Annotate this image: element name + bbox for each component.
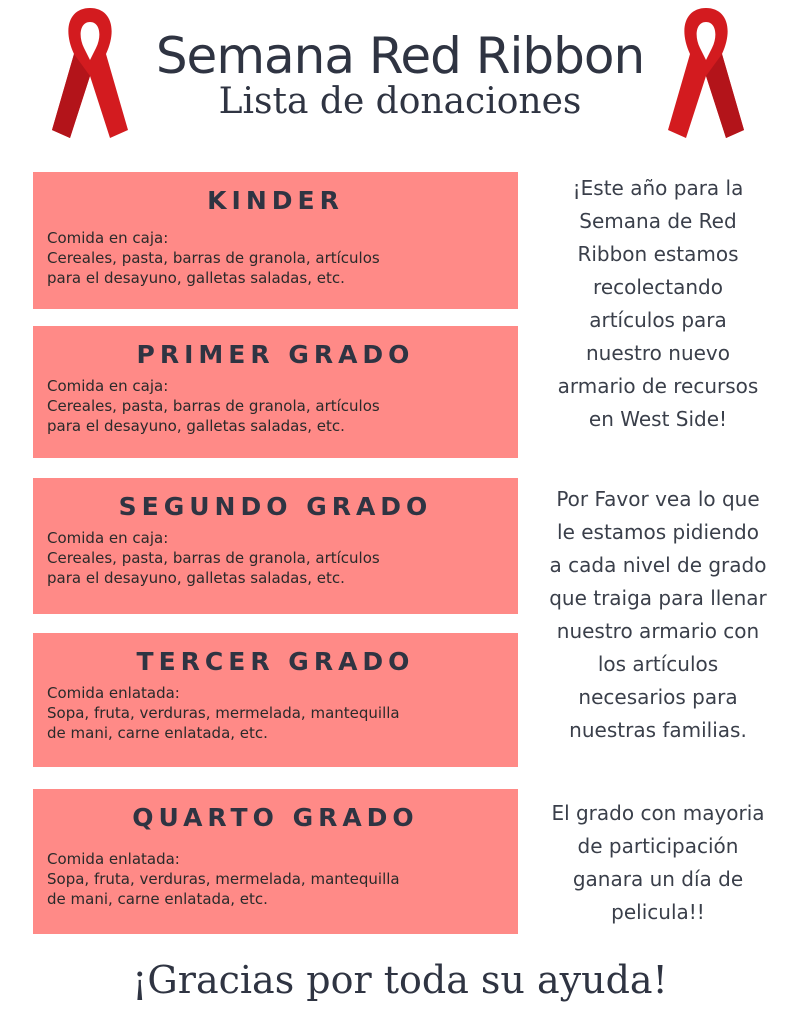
- card-quarto-grado: [33, 789, 518, 934]
- side-text-line: Semana de Red: [579, 209, 737, 233]
- card-category: Comida enlatada:: [47, 684, 180, 702]
- side-text-line: artículos para: [589, 308, 727, 332]
- side-text-line: recolectando: [593, 275, 723, 299]
- side-text-prize: [524, 797, 792, 929]
- card-title: TERCER GRADO: [136, 647, 415, 676]
- card-items-line2: para el desayuno, galletas saladas, etc.: [47, 417, 345, 435]
- side-text-line: nuestro nuevo: [585, 341, 731, 365]
- side-text-line: de participación: [577, 834, 739, 858]
- side-text-line: ¡Este año para la: [572, 176, 744, 200]
- footer-thanks: ¡Gracias por toda su ayuda!: [132, 958, 668, 1002]
- card-kinder: [33, 172, 518, 309]
- card-category: Comida en caja:: [47, 377, 169, 395]
- side-text-line: nuestras familias.: [569, 718, 747, 742]
- card-category: Comida en caja:: [47, 229, 169, 247]
- card-title: SEGUNDO GRADO: [118, 492, 433, 521]
- card-items-line2: de mani, carne enlatada, etc.: [47, 890, 268, 908]
- card-segundo-grado: [33, 478, 518, 614]
- side-text-line: los artículos: [597, 652, 719, 676]
- side-text-line: Ribbon estamos: [577, 242, 739, 266]
- side-text-line: nuestro armario con: [556, 619, 760, 643]
- side-text-line: armario de recursos: [557, 374, 759, 398]
- side-text-line: le estamos pidiendo: [557, 520, 759, 544]
- card-items-line1: Sopa, fruta, verduras, mermelada, mantequilla: [47, 870, 400, 888]
- side-text-line: necesarios para: [578, 685, 738, 709]
- side-text-line: El grado con mayoria: [551, 801, 765, 825]
- side-text-line: ganara un día de: [572, 867, 744, 891]
- side-text-line: en West Side!: [588, 407, 728, 431]
- side-text-line: a cada nivel de grado: [549, 553, 767, 577]
- card-title: QUARTO GRADO: [132, 803, 419, 832]
- side-text-request: [524, 483, 792, 747]
- card-title: KINDER: [207, 186, 344, 215]
- card-items-line1: Cereales, pasta, barras de granola, artículos: [47, 397, 380, 415]
- card-tercer-grado: [33, 633, 518, 767]
- card-items-line2: de mani, carne enlatada, etc.: [47, 724, 268, 742]
- side-text-intro: [524, 172, 792, 436]
- page-title: Semana Red Ribbon: [155, 27, 645, 85]
- card-items-line2: para el desayuno, galletas saladas, etc.: [47, 269, 345, 287]
- card-title: PRIMER GRADO: [136, 340, 415, 369]
- card-items-line1: Cereales, pasta, barras de granola, artículos: [47, 249, 380, 267]
- card-items-line2: para el desayuno, galletas saladas, etc.: [47, 569, 345, 587]
- card-items-line1: Cereales, pasta, barras de granola, artículos: [47, 549, 380, 567]
- page-subtitle: Lista de donaciones: [218, 81, 582, 122]
- card-items-line1: Sopa, fruta, verduras, mermelada, mantequilla: [47, 704, 400, 722]
- side-text-line: que traiga para llenar: [549, 586, 767, 610]
- side-text-line: pelicula!!: [611, 900, 705, 924]
- side-text-line: Por Favor vea lo que: [556, 487, 760, 511]
- card-category: Comida en caja:: [47, 529, 169, 547]
- card-category: Comida enlatada:: [47, 850, 180, 868]
- card-primer-grado: [33, 326, 518, 458]
